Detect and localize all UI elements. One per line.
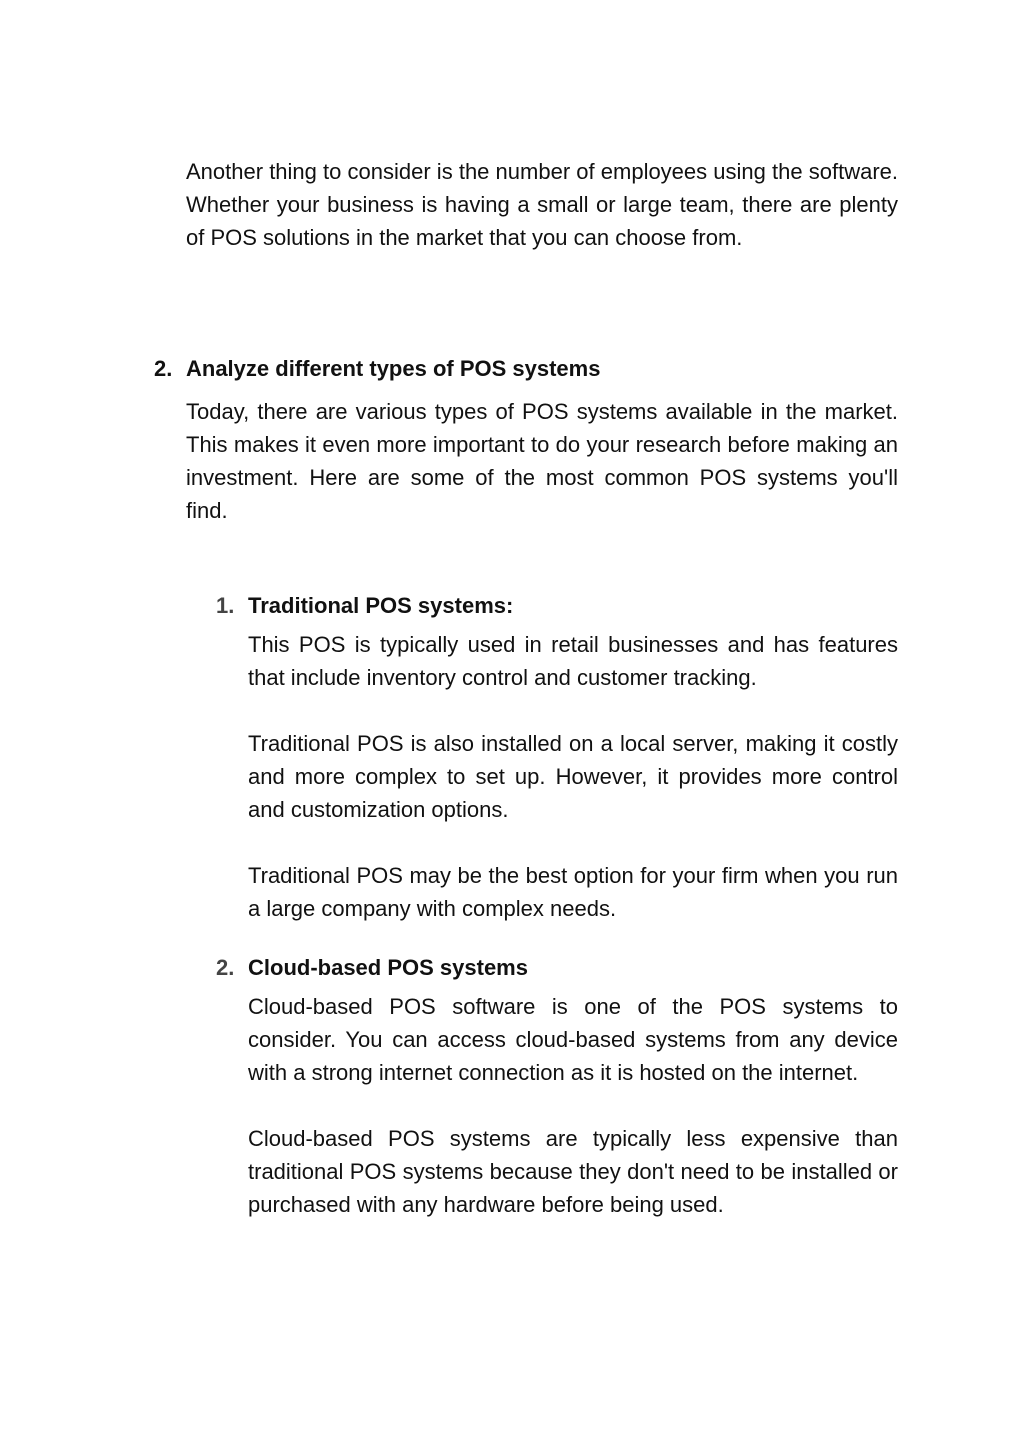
list-item-paragraph: Cloud-based POS systems are typically less expensive than traditional POS systems because they don't need to be installed or purchased with any hardware before being used.: [248, 1126, 898, 1217]
list-item-heading: [216, 951, 898, 984]
list-item-traditional-pos: [216, 589, 898, 925]
list-item-heading: [216, 589, 898, 622]
pos-types-list: [216, 589, 898, 1221]
list-item-paragraph: Cloud-based POS software is one of the POS systems to consider. You can access cloud-based systems from any device with a strong internet connection as it is hosted on the internet.: [248, 994, 898, 1085]
list-item-paragraph: Traditional POS is also installed on a local server, making it costly and more complex to set up. However, it provides more control and customization options.: [248, 731, 898, 822]
list-item-paragraph: Traditional POS may be the best option for your firm when you run a large company with complex needs.: [248, 863, 898, 921]
list-item-number: 1.: [216, 593, 235, 618]
section-number: 2.: [154, 356, 173, 381]
section-heading-text: Analyze different types of POS systems: [186, 356, 601, 381]
section-analyze-pos-types: [154, 352, 898, 527]
list-item-cloud-pos: [216, 951, 898, 1221]
list-item-body: [248, 990, 898, 1221]
section-body-paragraph: Today, there are various types of POS systems available in the market. This makes it even more important to do your research before making an investment. Here are some of the most common POS systems you'll find.: [186, 399, 898, 523]
list-item-body: [248, 628, 898, 925]
list-item-paragraph: This POS is typically used in retail businesses and has features that include inventory control and customer tracking.: [248, 632, 898, 690]
list-item-heading-text: Cloud-based POS systems: [248, 955, 528, 980]
list-item-number: 2.: [216, 955, 235, 980]
section-heading: [154, 352, 898, 385]
list-item-heading-text: Traditional POS systems:: [248, 593, 514, 618]
intro-paragraph: Another thing to consider is the number of employees using the software. Whether your business is having a small or large team, there are plenty of POS solutions in the market that you can choose from.: [186, 159, 898, 250]
